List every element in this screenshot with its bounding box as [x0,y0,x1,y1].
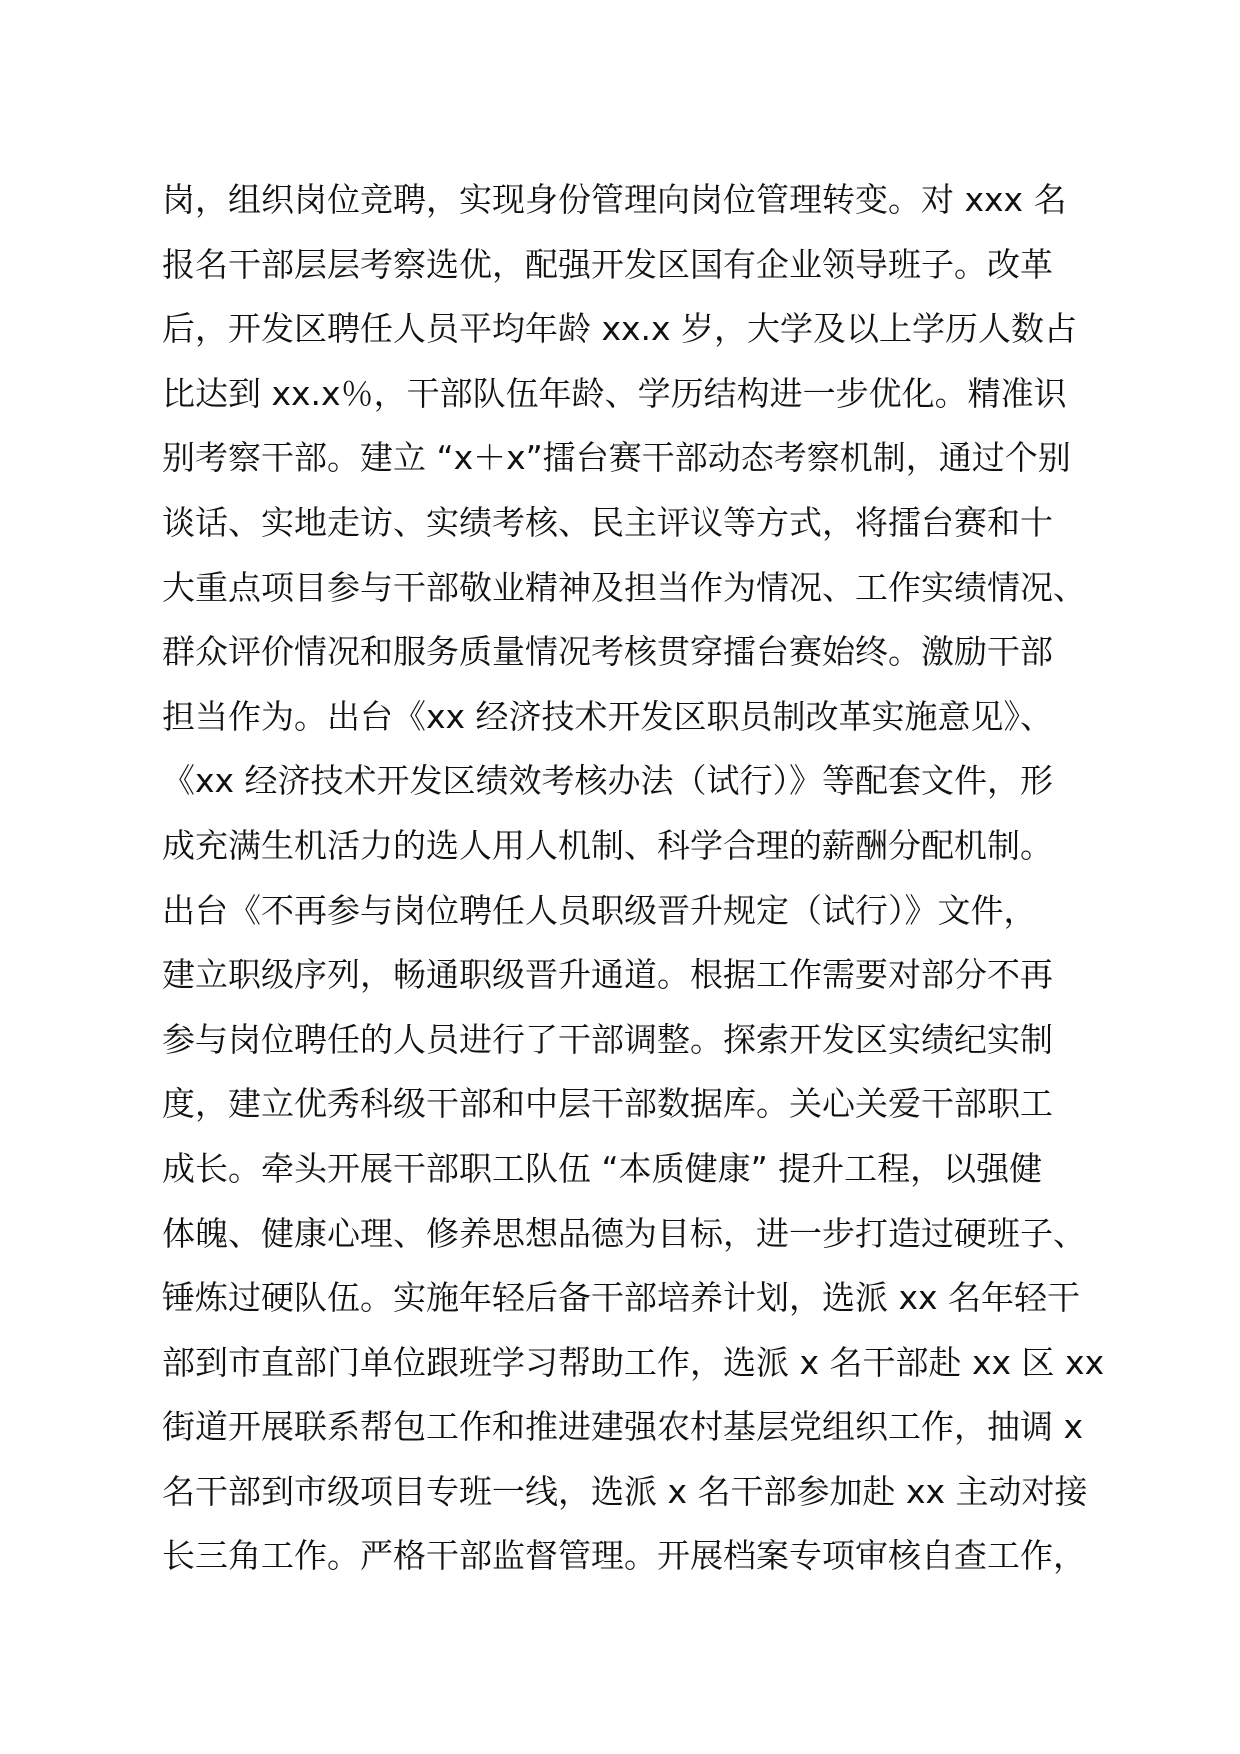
text-line: 锤炼过硬队伍。实施年轻后备干部培养计划，选派 xx 名年轻干 [162,1278,1081,1318]
text-line: 成长。牵头开展干部职工队伍 “本质健康” 提升工程，以强健 [162,1148,1043,1188]
text-line: 度，建立优秀科级干部和中层干部数据库。关心关爱干部职工 [162,1084,1053,1124]
text-line: 比达到 xx.x％，干部队伍年龄、学历结构进一步优化。精准识 [162,373,1067,413]
text-line: 参与岗位聘任的人员进行了干部调整。探索开发区实绩纪实制 [162,1019,1053,1059]
text-line: 长三角工作。严格干部监督管理。开展档案专项审核自查工作， [162,1536,1086,1576]
text-line: 担当作为。出台《xx 经济技术开发区职员制改革实施意见》、 [162,696,1054,736]
text-line: 报名干部层层考察选优，配强开发区国有企业领导班子。改革 [162,244,1053,284]
text-line: 岗，组织岗位竞聘，实现身份管理向岗位管理转变。对 xxx 名 [162,180,1067,219]
text-line: 体魄、健康心理、修养思想品德为目标，进一步打造过硬班子、 [162,1213,1086,1253]
text-line: 《xx 经济技术开发区绩效考核办法（试行）》等配套文件，形 [162,761,1054,801]
text-line: 部到市直部门单位跟班学习帮助工作，选派 x 名干部赴 xx 区 xx [162,1342,1105,1382]
text-line: 大重点项目参与干部敬业精神及担当作为情况、工作实绩情况、 [162,567,1086,607]
text-line: 名干部到市级项目专班一线，选派 x 名干部参加赴 xx 主动对接 [162,1471,1088,1511]
text-line: 后，开发区聘任人员平均年龄 xx.x 岁，大学及以上学历人数占 [162,309,1078,349]
text-line: 街道开展联系帮包工作和推进建强农村基层党组织工作，抽调 x [162,1407,1084,1447]
text-line: 出台《不再参与岗位聘任人员职级晋升规定（试行）》文件， [162,890,1037,930]
text-line: 建立职级序列，畅通职级晋升通道。根据工作需要对部分不再 [162,955,1053,995]
body-text [162,168,1122,1589]
text-line: 群众评价情况和服务质量情况考核贯穿擂台赛始终。激励干部 [162,632,1053,672]
text-line: 别考察干部。建立 “x＋x”擂台赛干部动态考察机制，通过个别 [162,438,1071,478]
text-line: 谈话、实地走访、实绩考核、民主评议等方式，将擂台赛和十 [162,502,1053,542]
text-line: 成充满生机活力的选人用人机制、科学合理的薪酬分配机制。 [162,825,1053,865]
